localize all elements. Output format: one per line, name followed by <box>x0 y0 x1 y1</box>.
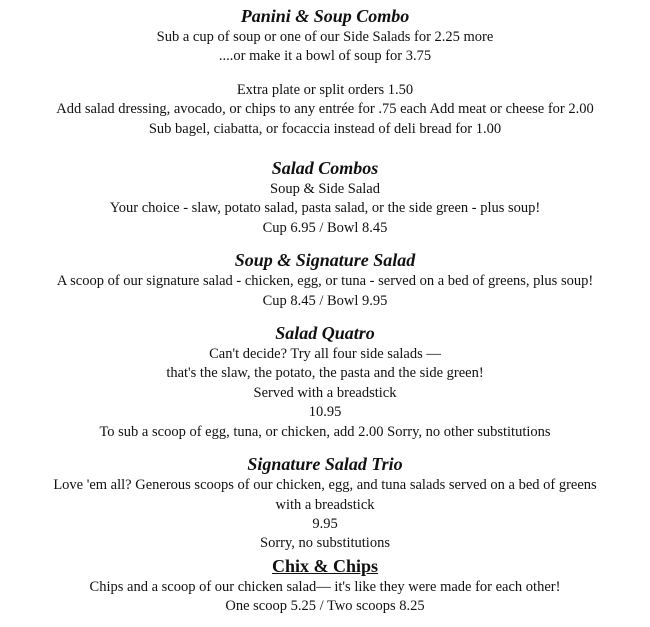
menu-line: Love 'em all? Generous scoops of our chicken, egg, and tuna salads served on a bed of greens <box>53 477 597 494</box>
soup-signature-salad-section <box>0 248 650 311</box>
menu-page <box>0 4 650 617</box>
menu-line: ....or make it a bowl of soup for 3.75 <box>218 48 432 65</box>
section-title: Chix & Chips <box>271 555 379 576</box>
menu-line: Extra plate or split orders 1.50 <box>236 81 414 98</box>
extras-section <box>0 81 650 139</box>
menu-line: Served with a breadstick <box>253 384 397 401</box>
menu-line: To sub a scoop of egg, tuna, or chicken, add 2.00 Sorry, no other substitutions <box>99 423 551 440</box>
menu-line: Sorry, no substitutions <box>260 535 390 552</box>
chix-chips-section <box>0 554 650 617</box>
menu-line: Sub a cup of soup or one of our Side Salads for 2.25 more <box>156 29 494 45</box>
section-title: Panini & Soup Combo <box>240 6 410 26</box>
price-line: One scoop 5.25 / Two scoops 8.25 <box>225 598 425 615</box>
salad-combos-section <box>0 156 650 238</box>
menu-line: A scoop of our signature salad - chicken, egg, or tuna - served on a bed of greens, plus soup! <box>56 273 594 290</box>
section-title: Signature Salad Trio <box>247 454 403 475</box>
price-line: 9.95 <box>312 515 338 532</box>
price-line: Cup 8.45 / Bowl 9.95 <box>262 292 388 309</box>
menu-line: that's the slaw, the potato, the pasta and the side green! <box>166 365 484 382</box>
section-title: Salad Combos <box>271 158 379 179</box>
panini-soup-combo-section <box>0 4 650 67</box>
section-title: Soup & Signature Salad <box>234 250 416 271</box>
menu-line: Can't decide? Try all four side salads — <box>209 346 441 363</box>
menu-line: Soup & Side Salad <box>270 181 380 198</box>
menu-line: Sub bagel, ciabatta, or focaccia instead of deli bread for 1.00 <box>148 120 502 137</box>
price-line: Cup 6.95 / Bowl 8.45 <box>262 219 388 236</box>
menu-line: with a breadstick <box>275 496 375 513</box>
price-line: 10.95 <box>308 404 342 421</box>
menu-line: Your choice - slaw, potato salad, pasta salad, or the side green - plus soup! <box>109 200 541 217</box>
menu-line: Chips and a scoop of our chicken salad— it's like they were made for each other! <box>89 578 561 595</box>
salad-quatro-section <box>0 321 650 442</box>
signature-salad-trio-section <box>0 452 650 554</box>
section-title: Salad Quatro <box>275 323 375 344</box>
menu-line: Add salad dressing, avocado, or chips to any entrée for .75 each Add meat or cheese for 2.00 <box>56 101 594 118</box>
